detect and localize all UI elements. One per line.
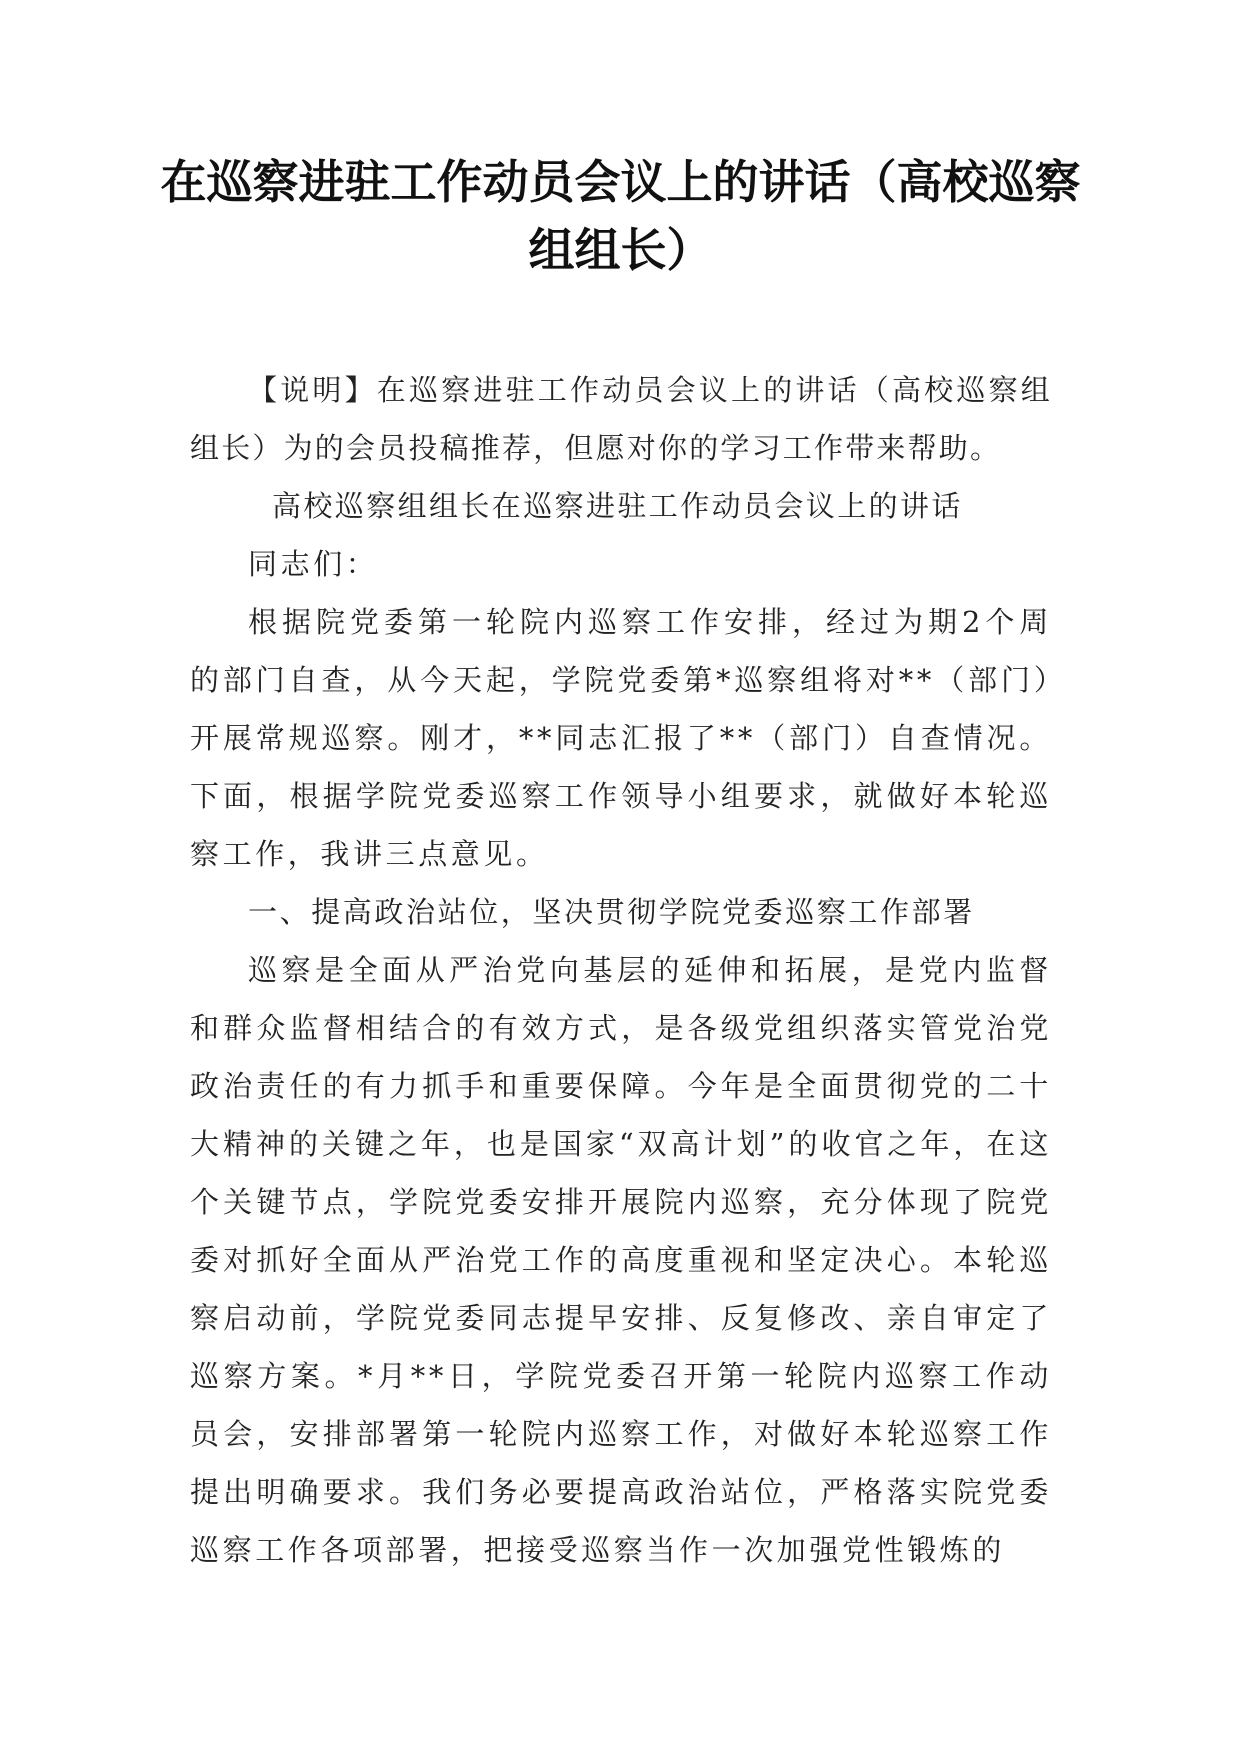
note-paragraph: 【说明】在巡察进驻工作动员会议上的讲话（高校巡察组组长）为的会员投稿推荐，但愿对你的学习工作带来帮助。	[190, 373, 1052, 465]
salutation: 同志们：	[248, 547, 379, 581]
section-heading-1: 一、提高政治站位，坚决贯彻学院党委巡察工作部署	[248, 895, 975, 929]
document-title: 在巡察进驻工作动员会议上的讲话（高校巡察组组长）	[160, 155, 1081, 277]
speech-subtitle: 高校巡察组组长在巡察进驻工作动员会议上的讲话	[272, 489, 963, 523]
paragraph-1: 根据院党委第一轮院内巡察工作安排，经过为期2个周的部门自查，从今天起，学院党委第*巡察组将对**（部门）开展常规巡察。刚才，**同志汇报了**（部门）自查情况。下面，根据学院党委巡察工作领导小组要求，就做好本轮巡察工作，我讲三点意见。	[190, 605, 1052, 871]
document-body	[190, 361, 1052, 1579]
paragraph-2: 巡察是全面从严治党向基层的延伸和拓展，是党内监督和群众监督相结合的有效方式，是各级党组织落实管党治党政治责任的有力抓手和重要保障。今年是全面贯彻党的二十大精神的关键之年，也是国家“双高计划”的收官之年，在这个关键节点，学院党委安排开展院内巡察，充分体现了院党委对抓好全面从严治党工作的高度重视和坚定决心。本轮巡察启动前，学院党委同志提早安排、反复修改、亲自审定了巡察方案。*月**日，学院党委召开第一轮院内巡察工作动员会，安排部署第一轮院内巡察工作，对做好本轮巡察工作提出明确要求。我们务必要提高政治站位，严格落实院党委巡察工作各项部署，把接受巡察当作一次加强党性锻炼的	[190, 953, 1052, 1567]
